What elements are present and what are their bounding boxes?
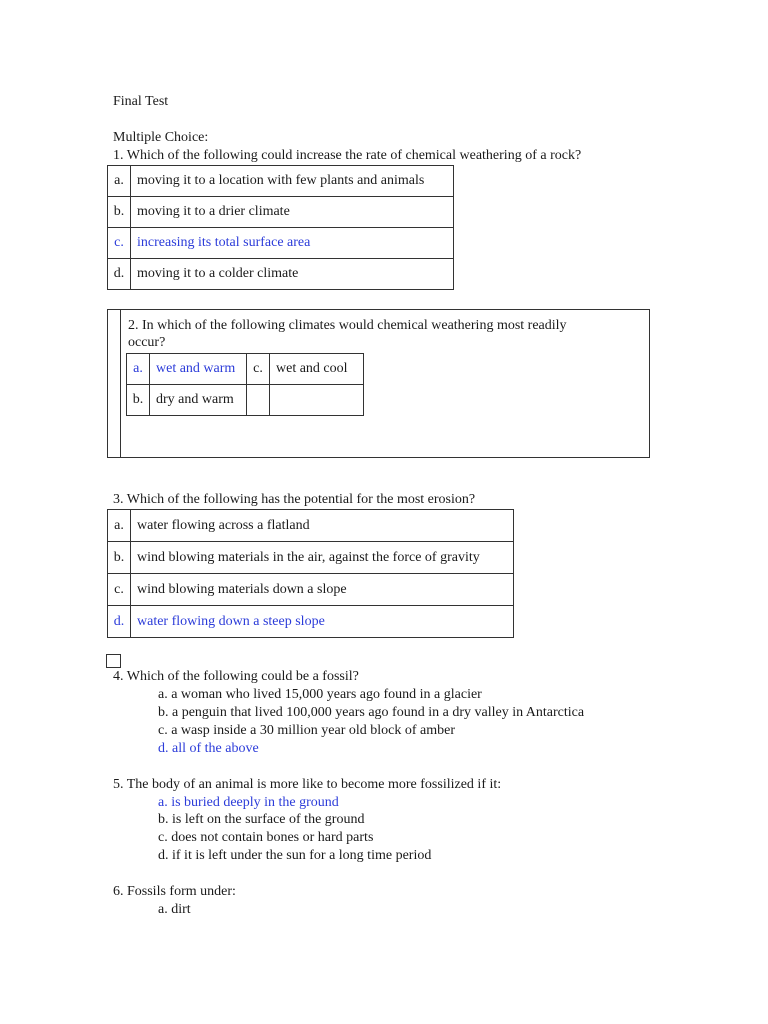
option-item: a. dirt [158, 902, 191, 917]
page-title: Final Test [113, 94, 169, 109]
option-row-answer [108, 228, 454, 259]
option-text: moving it to a colder climate [131, 259, 454, 290]
frame-divider [120, 310, 121, 457]
question-2-line-1: 2. In which of the following climates would chemical weathering most readily [128, 318, 567, 333]
question-2-options-table [126, 353, 364, 416]
option-letter: a. [108, 166, 131, 197]
option-item: b. is left on the surface of the ground [158, 812, 365, 827]
option-item: c. a wasp inside a 30 million year old block of amber [158, 723, 456, 738]
option-item: a. a woman who lived 15,000 years ago found in a glacier [158, 687, 482, 702]
question-3-options-table [107, 509, 514, 638]
question-6: 6. Fossils form under: [113, 884, 236, 899]
empty-checkbox-icon [106, 654, 121, 668]
option-text: increasing its total surface area [131, 228, 454, 259]
option-letter: c. [108, 574, 131, 606]
option-item-answer: a. is buried deeply in the ground [158, 795, 339, 810]
option-row [127, 354, 364, 385]
option-letter: d. [108, 606, 131, 638]
option-letter: c. [247, 354, 270, 385]
option-item: d. if it is left under the sun for a long time period [158, 848, 432, 863]
option-row [108, 197, 454, 228]
option-row [127, 385, 364, 416]
empty-cell [247, 385, 270, 416]
option-text: water flowing down a steep slope [131, 606, 514, 638]
option-text: moving it to a drier climate [131, 197, 454, 228]
option-text: wind blowing materials down a slope [131, 574, 514, 606]
option-letter: b. [108, 542, 131, 574]
option-letter: d. [108, 259, 131, 290]
option-row-answer [108, 606, 514, 638]
option-row [108, 574, 514, 606]
question-1: 1. Which of the following could increase the rate of chemical weathering of a rock? [113, 148, 582, 163]
option-letter: b. [108, 197, 131, 228]
option-row [108, 259, 454, 290]
option-text: wet and cool [270, 354, 364, 385]
option-text: moving it to a location with few plants and animals [131, 166, 454, 197]
option-text: wet and warm [150, 354, 247, 385]
empty-cell [270, 385, 364, 416]
option-text: dry and warm [150, 385, 247, 416]
question-4: 4. Which of the following could be a fossil? [113, 669, 359, 684]
question-2-line-2: occur? [128, 335, 166, 350]
question-3: 3. Which of the following has the potential for the most erosion? [113, 492, 476, 507]
option-letter: a. [108, 510, 131, 542]
option-text: wind blowing materials in the air, against the force of gravity [131, 542, 514, 574]
question-5: 5. The body of an animal is more like to become more fossilized if it: [113, 777, 502, 792]
option-letter: b. [127, 385, 150, 416]
section-heading: Multiple Choice: [113, 130, 209, 145]
option-row [108, 542, 514, 574]
option-item-answer: d. all of the above [158, 741, 259, 756]
option-item: c. does not contain bones or hard parts [158, 830, 374, 845]
option-row [108, 166, 454, 197]
question-1-options-table [107, 165, 454, 290]
option-letter: c. [108, 228, 131, 259]
option-text: water flowing across a flatland [131, 510, 514, 542]
option-row [108, 510, 514, 542]
option-letter: a. [127, 354, 150, 385]
option-item: b. a penguin that lived 100,000 years ago found in a dry valley in Antarctica [158, 705, 585, 720]
